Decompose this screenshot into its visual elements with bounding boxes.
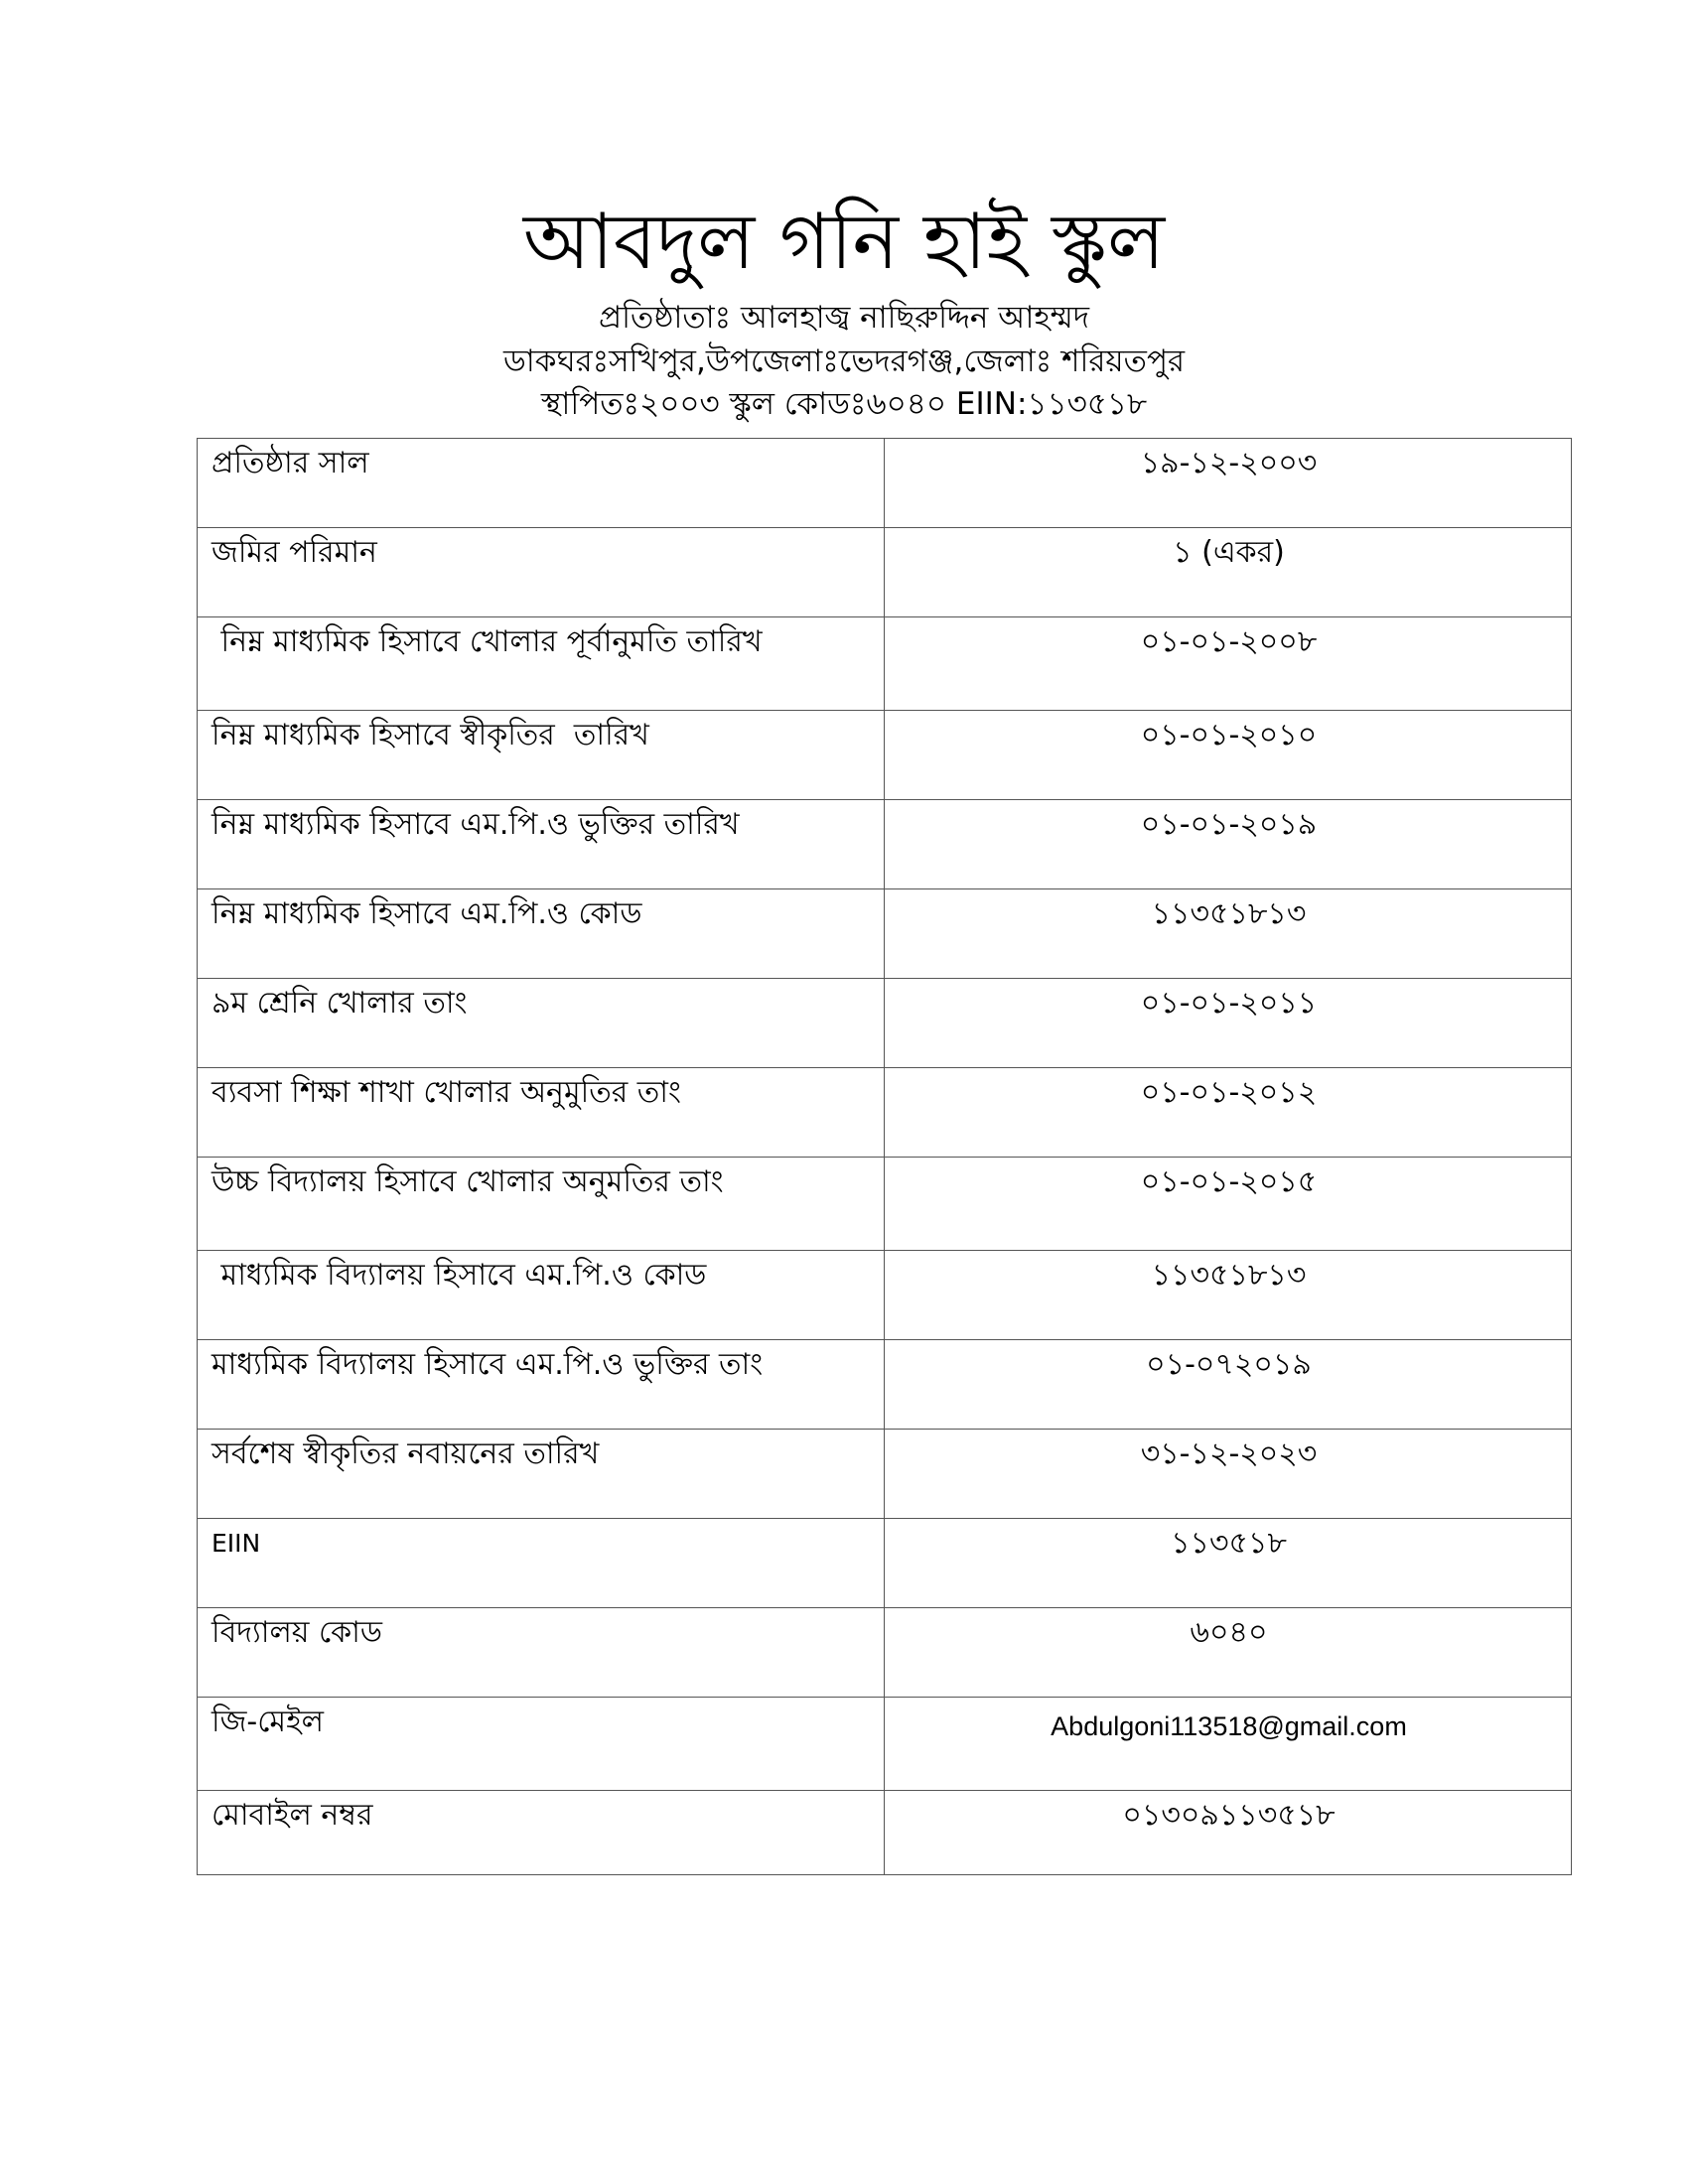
table-row <box>198 1430 1572 1519</box>
email-value: Abdulgoni113518@gmail.com <box>885 1698 1572 1791</box>
school-info-table <box>197 438 1572 1875</box>
row-label: নিম্ন মাধ্যমিক হিসাবে এম.পি.ও ভুক্তির তারিখ <box>198 800 885 889</box>
table-row <box>198 1519 1572 1608</box>
row-value: ১১৩৫১৮ <box>885 1519 1572 1608</box>
row-value: ১১৩৫১৮১৩ <box>885 889 1572 979</box>
row-label: সর্বশেষ স্বীকৃতির নবায়নের তারিখ <box>198 1430 885 1519</box>
table-row <box>198 528 1572 617</box>
founder-line: প্রতিষ্ঠাতাঃ আলহাজ্ব নাছিরুদ্দিন আহম্মদ <box>598 300 1090 336</box>
table-row <box>198 1791 1572 1875</box>
table-row <box>198 711 1572 800</box>
table-row <box>198 979 1572 1068</box>
table-row <box>198 800 1572 889</box>
row-label: ব্যবসা শিক্ষা শাখা খোলার অনুমুতির তাং <box>198 1068 885 1158</box>
row-label: মোবাইল নম্বর <box>198 1791 885 1875</box>
row-label: উচ্চ বিদ্যালয় হিসাবে খোলার অনুমতির তাং <box>198 1158 885 1251</box>
table-row <box>198 439 1572 528</box>
row-value: ০১-০১-২০১০ <box>885 711 1572 800</box>
row-value: ১ (একর) <box>885 528 1572 617</box>
row-value: ১৯-১২-২০০৩ <box>885 439 1572 528</box>
row-label: জমির পরিমান <box>198 528 885 617</box>
row-label: বিদ্যালয় কোড <box>198 1608 885 1698</box>
row-value: ০১৩০৯১১৩৫১৮ <box>885 1791 1572 1875</box>
row-value: ৩১-১২-২০২৩ <box>885 1430 1572 1519</box>
table-row <box>198 1698 1572 1791</box>
row-label: নিম্ন মাধ্যমিক হিসাবে খোলার পূর্বানুমতি তারিখ <box>198 617 885 711</box>
address-line: ডাকঘরঃসখিপুর,উপজেলাঃভেদরগঞ্জ,জেলাঃ শরিয়তপুর <box>502 343 1186 379</box>
table-row <box>198 1251 1572 1340</box>
table-row <box>198 617 1572 711</box>
row-label: মাধ্যমিক বিদ্যালয় হিসাবে এম.পি.ও ভুক্তির তাং <box>198 1340 885 1430</box>
table-row <box>198 1340 1572 1430</box>
row-value: ০১-০১-২০০৮ <box>885 617 1572 711</box>
row-label: মাধ্যমিক বিদ্যালয় হিসাবে এম.পি.ও কোড <box>198 1251 885 1340</box>
row-value: ০১-০৭২০১৯ <box>885 1340 1572 1430</box>
row-label: ৯ম শ্রেনি খোলার তাং <box>198 979 885 1068</box>
document-header <box>0 189 1688 425</box>
row-value: ১১৩৫১৮১৩ <box>885 1251 1572 1340</box>
school-name-title: আবদুল গনি হাই স্কুল <box>522 198 1166 287</box>
row-label: নিম্ন মাধ্যমিক হিসাবে স্বীকৃতির তারিখ <box>198 711 885 800</box>
row-value: ০১-০১-২০১১ <box>885 979 1572 1068</box>
row-value: ০১-০১-২০১৯ <box>885 800 1572 889</box>
row-value: ৬০৪০ <box>885 1608 1572 1698</box>
row-label: নিম্ন মাধ্যমিক হিসাবে এম.পি.ও কোড <box>198 889 885 979</box>
row-label: জি-মেইল <box>198 1698 885 1791</box>
table-row <box>198 889 1572 979</box>
row-label: প্রতিষ্ঠার সাল <box>198 439 885 528</box>
table-row <box>198 1068 1572 1158</box>
row-label: EIIN <box>198 1519 885 1608</box>
established-line: স্থাপিতঃ২০০৩ স্কুল কোডঃ৬০৪০ EIIN:১১৩৫১৮ <box>540 386 1148 422</box>
table-row <box>198 1608 1572 1698</box>
row-value: ০১-০১-২০১২ <box>885 1068 1572 1158</box>
table-row <box>198 1158 1572 1251</box>
row-value: ০১-০১-২০১৫ <box>885 1158 1572 1251</box>
